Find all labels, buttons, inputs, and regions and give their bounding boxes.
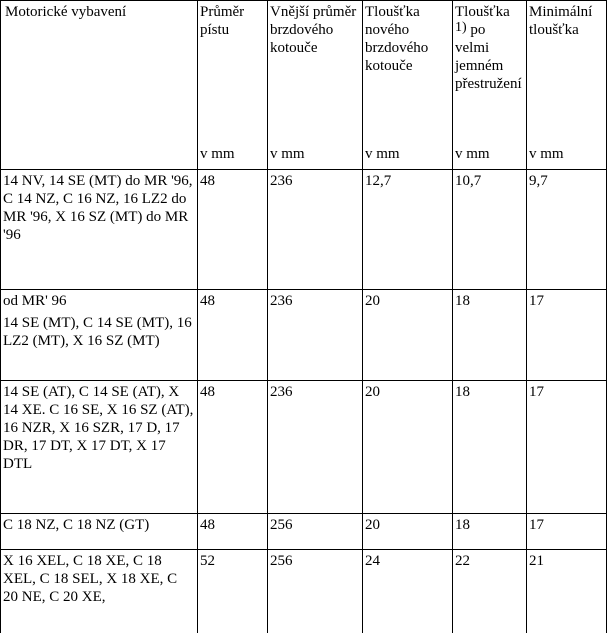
header-piston-diameter — [198, 1, 268, 170]
cell-engine — [1, 290, 198, 381]
table-row — [1, 381, 607, 514]
cell-minimal-thickness: 17 — [527, 381, 607, 514]
cell-new-disc-thickness: 24 — [363, 550, 453, 633]
cell-minimal-thickness: 17 — [527, 290, 607, 381]
cell-fine-regrind-thickness: 18 — [453, 290, 527, 381]
footnote-marker: 1) — [455, 20, 467, 35]
cell-fine-regrind-thickness: 22 — [453, 550, 527, 633]
cell-minimal-thickness: 9,7 — [527, 170, 607, 290]
cell-disc-outer-diameter: 256 — [268, 514, 363, 550]
unit-disc-outer-diameter: v mm — [270, 146, 305, 162]
engine-text: od MR' 96 — [3, 293, 67, 309]
header-engine — [1, 1, 198, 170]
cell-minimal-thickness: 17 — [527, 514, 607, 550]
unit-new-disc-thickness: v mm — [365, 146, 400, 162]
header-minimal-thickness — [527, 1, 607, 170]
cell-fine-regrind-thickness: 18 — [453, 381, 527, 514]
cell-piston-diameter: 48 — [198, 170, 268, 290]
unit-piston-diameter: v mm — [200, 146, 235, 162]
table-row — [1, 550, 607, 633]
header-piston-diameter-label: Průměr pístu — [200, 4, 245, 38]
cell-fine-regrind-thickness: 10,7 — [453, 170, 527, 290]
cell-engine — [1, 514, 198, 550]
cell-new-disc-thickness: 20 — [363, 290, 453, 381]
cell-disc-outer-diameter: 236 — [268, 381, 363, 514]
table-row — [1, 290, 607, 381]
cell-new-disc-thickness: 12,7 — [363, 170, 453, 290]
header-fine-regrind-label-a: Tloušťka — [455, 4, 510, 20]
cell-new-disc-thickness: 20 — [363, 381, 453, 514]
header-disc-outer-diameter — [268, 1, 363, 170]
unit-minimal-thickness: v mm — [529, 146, 564, 162]
engine-text: X 16 XEL, C 18 XE, C 18 XEL, C 18 SEL, X 18 XE, C 20 NE, C 20 XE, — [3, 553, 178, 605]
header-fine-regrind-label-b: po velmi jemném přestružení — [455, 22, 522, 92]
cell-fine-regrind-thickness: 18 — [453, 514, 527, 550]
table-row — [1, 514, 607, 550]
cell-piston-diameter: 48 — [198, 514, 268, 550]
cell-disc-outer-diameter: 256 — [268, 550, 363, 633]
header-disc-outer-diameter-label: Vnější průměr brzdového kotouče — [270, 4, 357, 56]
cell-piston-diameter: 48 — [198, 381, 268, 514]
engine-text: C 18 NZ, C 18 NZ (GT) — [3, 517, 150, 533]
engine-text: 14 SE (MT), C 14 SE (MT), 16 LZ2 (MT), X 16 SZ (MT) — [3, 315, 192, 349]
cell-piston-diameter: 48 — [198, 290, 268, 381]
cell-disc-outer-diameter: 236 — [268, 170, 363, 290]
cell-engine — [1, 381, 198, 514]
table-header-row — [1, 1, 607, 170]
table-row — [1, 170, 607, 290]
engine-text: 14 SE (AT), C 14 SE (AT), X 14 XE. C 16 SE, X 16 SZ (AT), 16 NZR, X 16 SZR, 17 D, 17 DR, 17 DT, X 17 DT, X 17 DTL — [3, 384, 194, 472]
header-new-disc-thickness — [363, 1, 453, 170]
unit-fine-regrind-thickness: v mm — [455, 146, 490, 162]
cell-engine — [1, 550, 198, 633]
cell-piston-diameter: 52 — [198, 550, 268, 633]
header-fine-regrind-thickness — [453, 1, 527, 170]
engine-text: 14 NV, 14 SE (MT) do MR '96, C 14 NZ, C 16 NZ, 16 LZ2 do MR '96, X 16 SZ (MT) do MR '96 — [3, 173, 193, 243]
cell-new-disc-thickness: 20 — [363, 514, 453, 550]
cell-engine — [1, 170, 198, 290]
cell-disc-outer-diameter: 236 — [268, 290, 363, 381]
header-minimal-thickness-label: Minimální tloušťka — [529, 4, 593, 38]
header-engine-label: Motorické vybavení — [5, 4, 127, 20]
header-new-disc-thickness-label: Tloušťka nového brzdového kotouče — [365, 4, 429, 74]
cell-minimal-thickness: 21 — [527, 550, 607, 633]
